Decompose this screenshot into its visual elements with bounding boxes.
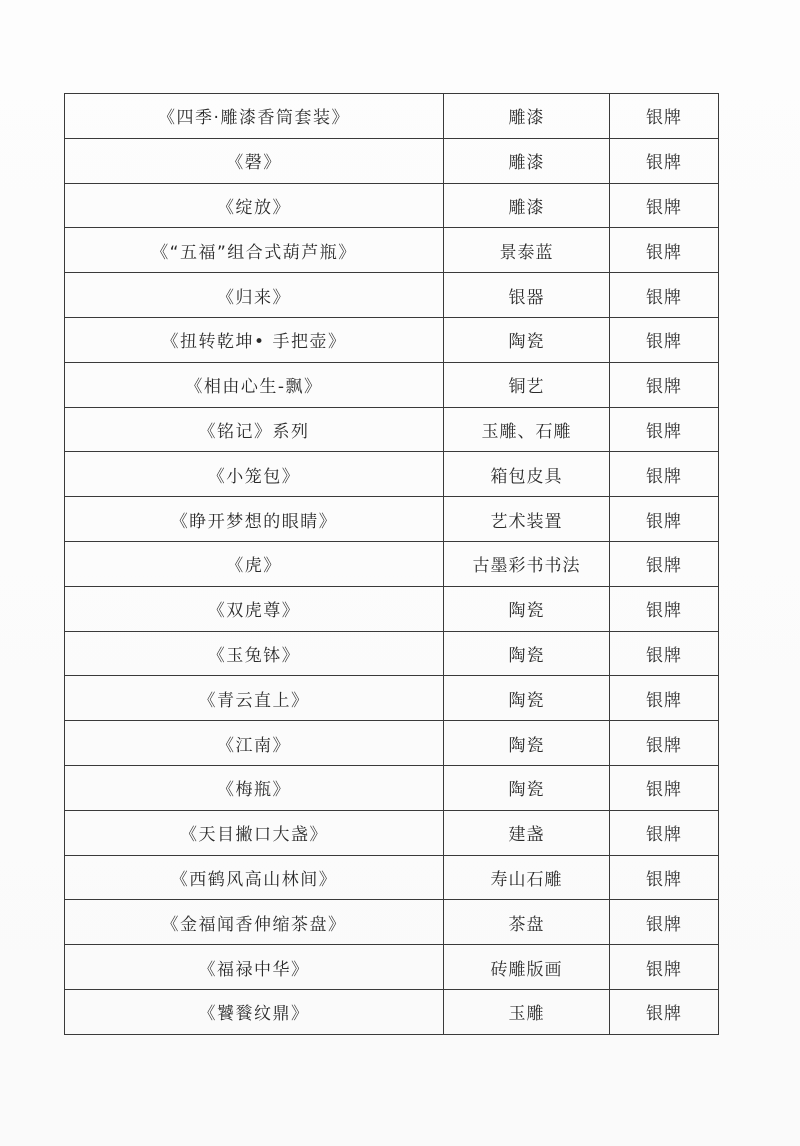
category-cell: 银器 [444,273,610,318]
award-cell: 银牌 [610,407,719,452]
award-cell: 银牌 [610,317,719,362]
category-cell: 砖雕版画 [444,945,610,990]
award-cell: 银牌 [610,228,719,273]
work-title-cell: 《磬》 [65,138,444,183]
award-cell: 银牌 [610,810,719,855]
awards-table [64,93,719,1035]
work-title-cell: 《西鹤风高山林间》 [65,855,444,900]
work-title-cell: 《福禄中华》 [65,945,444,990]
table-row [65,273,719,318]
category-cell: 陶瓷 [444,765,610,810]
work-title-cell: 《相由心生-飘》 [65,362,444,407]
category-cell: 雕漆 [444,183,610,228]
table-row [65,94,719,139]
table-row [65,900,719,945]
table-row [65,317,719,362]
work-title-cell: 《睁开梦想的眼睛》 [65,497,444,542]
table-row [65,541,719,586]
award-cell: 银牌 [610,586,719,631]
work-title-cell: 《青云直上》 [65,676,444,721]
category-cell: 陶瓷 [444,721,610,766]
table-row [65,945,719,990]
work-title-cell: 《玉兔钵》 [65,631,444,676]
work-title-cell: 《天目撇口大盏》 [65,810,444,855]
award-cell: 银牌 [610,362,719,407]
award-cell: 银牌 [610,900,719,945]
category-cell: 雕漆 [444,138,610,183]
award-cell: 银牌 [610,497,719,542]
awards-table-body [65,94,719,1035]
category-cell: 寿山石雕 [444,855,610,900]
work-title-cell: 《江南》 [65,721,444,766]
work-title-cell: 《虎》 [65,541,444,586]
category-cell: 玉雕、石雕 [444,407,610,452]
work-title-cell: 《双虎尊》 [65,586,444,631]
table-row [65,497,719,542]
table-row [65,183,719,228]
category-cell: 陶瓷 [444,631,610,676]
table-row [65,631,719,676]
category-cell: 玉雕 [444,989,610,1034]
award-cell: 银牌 [610,631,719,676]
award-cell: 银牌 [610,721,719,766]
award-cell: 银牌 [610,273,719,318]
table-row [65,586,719,631]
category-cell: 陶瓷 [444,676,610,721]
table-row [65,855,719,900]
award-cell: 银牌 [610,452,719,497]
table-row [65,810,719,855]
category-cell: 艺术装置 [444,497,610,542]
category-cell: 古墨彩书书法 [444,541,610,586]
table-row [65,765,719,810]
award-cell: 银牌 [610,183,719,228]
category-cell: 铜艺 [444,362,610,407]
award-cell: 银牌 [610,138,719,183]
table-row [65,228,719,273]
work-title-cell: 《绽放》 [65,183,444,228]
work-title-cell: 《金福闻香伸缩茶盘》 [65,900,444,945]
award-cell: 银牌 [610,945,719,990]
work-title-cell: 《铭记》系列 [65,407,444,452]
category-cell: 雕漆 [444,94,610,139]
work-title-cell: 《归来》 [65,273,444,318]
category-cell: 茶盘 [444,900,610,945]
table-row [65,676,719,721]
award-cell: 银牌 [610,676,719,721]
table-row [65,721,719,766]
category-cell: 建盏 [444,810,610,855]
work-title-cell: 《“五福”组合式葫芦瓶》 [65,228,444,273]
table-row [65,989,719,1034]
work-title-cell: 《梅瓶》 [65,765,444,810]
table-row [65,452,719,497]
award-cell: 银牌 [610,94,719,139]
award-cell: 银牌 [610,765,719,810]
category-cell: 陶瓷 [444,586,610,631]
award-cell: 银牌 [610,989,719,1034]
table-row [65,362,719,407]
table-row [65,407,719,452]
award-cell: 银牌 [610,541,719,586]
category-cell: 箱包皮具 [444,452,610,497]
category-cell: 景泰蓝 [444,228,610,273]
work-title-cell: 《饕餮纹鼎》 [65,989,444,1034]
award-cell: 银牌 [610,855,719,900]
work-title-cell: 《小笼包》 [65,452,444,497]
table-row [65,138,719,183]
work-title-cell: 《四季·雕漆香筒套装》 [65,94,444,139]
category-cell: 陶瓷 [444,317,610,362]
work-title-cell: 《扭转乾坤• 手把壶》 [65,317,444,362]
